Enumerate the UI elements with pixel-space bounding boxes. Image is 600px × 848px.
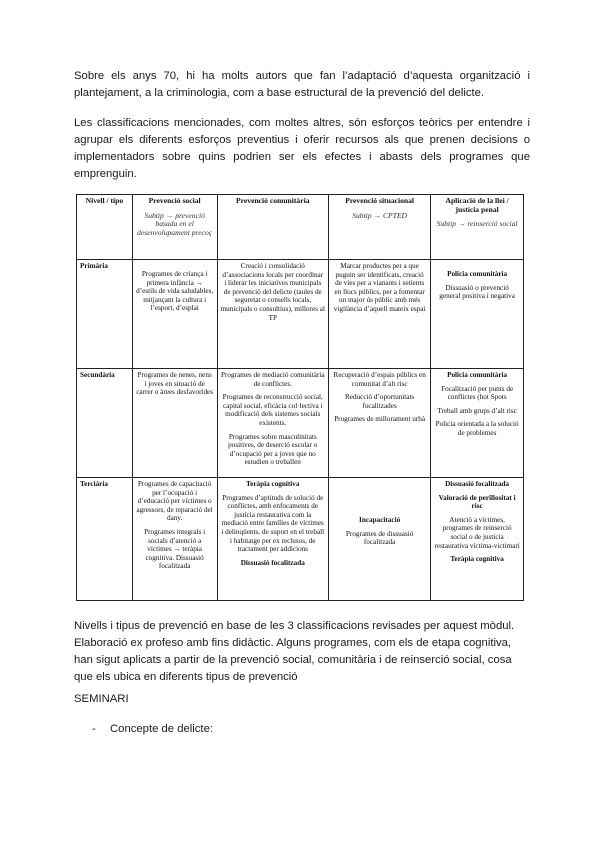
intro-paragraph-2: Les classificacions mencionades, com moltes altres, són esforços teòrics per entendre i agrupar els diferents esforços preventius i oferir recursos als que prenen decisions o implementadors sobre quins podrien ser els efectes i abasts dels programes que emprenguin. [74, 117, 530, 180]
prevention-table [76, 194, 524, 601]
header-social-subtype: Subtip → prevenció basada en el desenvolupament precoç [137, 210, 213, 237]
table-row [77, 260, 524, 369]
intro-paragraph-1: Sobre els anys 70, hi ha molts autors que fan l’adaptació d’aquesta organització i plantejament, a la criminologia, com a base estructural de la prevenció del delicte. [74, 70, 530, 99]
header-law-subtype: Subtip → reinserció social [436, 219, 518, 229]
table-cell: Teràpia cognitiva Programes d’aptituds de solució de conflictes, amb enfocaments de justícia restaurativa com la mediació entre famílies de víctimes i delinqüents, de suport en el treball i habitatge per ex reclusos, de tractament per addicions Dissuasió focalitzada [217, 478, 328, 601]
table-cell: Marcar productes per a que puguin ser identificats, creació de vies per a vianants i setients en llocs públics, per a fomentar un major ús públic amb més vigilància d’aquell mateix espai [329, 260, 431, 369]
table-cell: Dissuasió focalitzada Valoració de perillositat i risc Atenció a víctimes, programes de reinserció social o de justícia restaurativa víctima-victimari Teràpia cognitiva [431, 478, 524, 601]
table-cell: Recuperació d’espais públics en comunitat d’alt risc Reducció d’oportunitats focalitzades Programes de millorament urbà [329, 369, 431, 478]
table-row [77, 478, 524, 601]
header-community-prevention: Prevenció comunitària [217, 195, 328, 260]
table-row [77, 369, 524, 478]
section-heading-seminari: SEMINARI [74, 693, 129, 705]
list-item [92, 723, 213, 735]
table-cell: Programes de nenes, nens i joves en situació de carrer o àrees desfavorides [132, 369, 217, 478]
header-social-prevention: Prevenció social Subtip → prevenció basada en el desenvolupament precoç [132, 195, 217, 260]
table-cell: Policia comunitària Focalització per punts de conflictes (hot Spots Treball amb grups d’alt risc Policia orientada a la solució de problemes [431, 369, 524, 478]
table-cell: Creació i consolidació d’associacions locals per coordinar i liderar les iniciatives municipals de prevenció del delicte (taules de seguretat o consells locals, municipals o consultius), millores al TP [217, 260, 328, 369]
table-caption: Nivells i tipus de prevenció en base de les 3 classificacions revisades per aquest mòdul. Elaboració ex profeso amb fins didàctic. Alguns programes, com els de etapa cognitiva, han sigut aplicats a partir de la prevenció social, comunitària i de reinserció social, cosa que els ubica en diferents tipus de prevenció [74, 620, 515, 683]
row-label: Primària [77, 260, 133, 369]
header-law-enforcement: Aplicació de la llei / justícia penal Subtip → reinserció social [431, 195, 524, 260]
row-label: Secundària [77, 369, 133, 478]
table-cell: Programes de mediació comunitària de conflictes. Programes de reconstrucció social, capital social, eficàcia col·lectiva i modificació dels sistemes socials existents. Programes sobre masculinitats positives, de deserció escolar o d’ocupació per a joves que no estudien o treballen [217, 369, 328, 478]
table-cell: Programes de capacitació per l’ocupació i d’educació per víctimes o agressors, de reparació del dany. Programes integrals i socials d’atenció a víctimes → teràpia cognitiva. Dissuasió focalitzada [132, 478, 217, 601]
table-cell: Programes de criança i primera infància → d’estils de vida saludables, mitjançant la cultura i l’esport, d’esplai [132, 260, 217, 369]
bullet-dash: - [92, 723, 96, 735]
table-cell: Policia comunitària Dissuasió o prevenció general positiva i negativa [431, 260, 524, 369]
table-header-row [77, 195, 524, 260]
header-situational-prevention: Prevenció situacional Subtip → CPTED [329, 195, 431, 260]
table-cell: Incapacitació Programes de dissuasió focalitzada [329, 478, 431, 601]
row-label: Terciària [77, 478, 133, 601]
header-level-type: Nivell / tipo [77, 195, 133, 260]
list-item-text: Concepte de delicte: [110, 723, 213, 735]
header-situational-subtype: Subtip → CPTED [352, 210, 408, 220]
